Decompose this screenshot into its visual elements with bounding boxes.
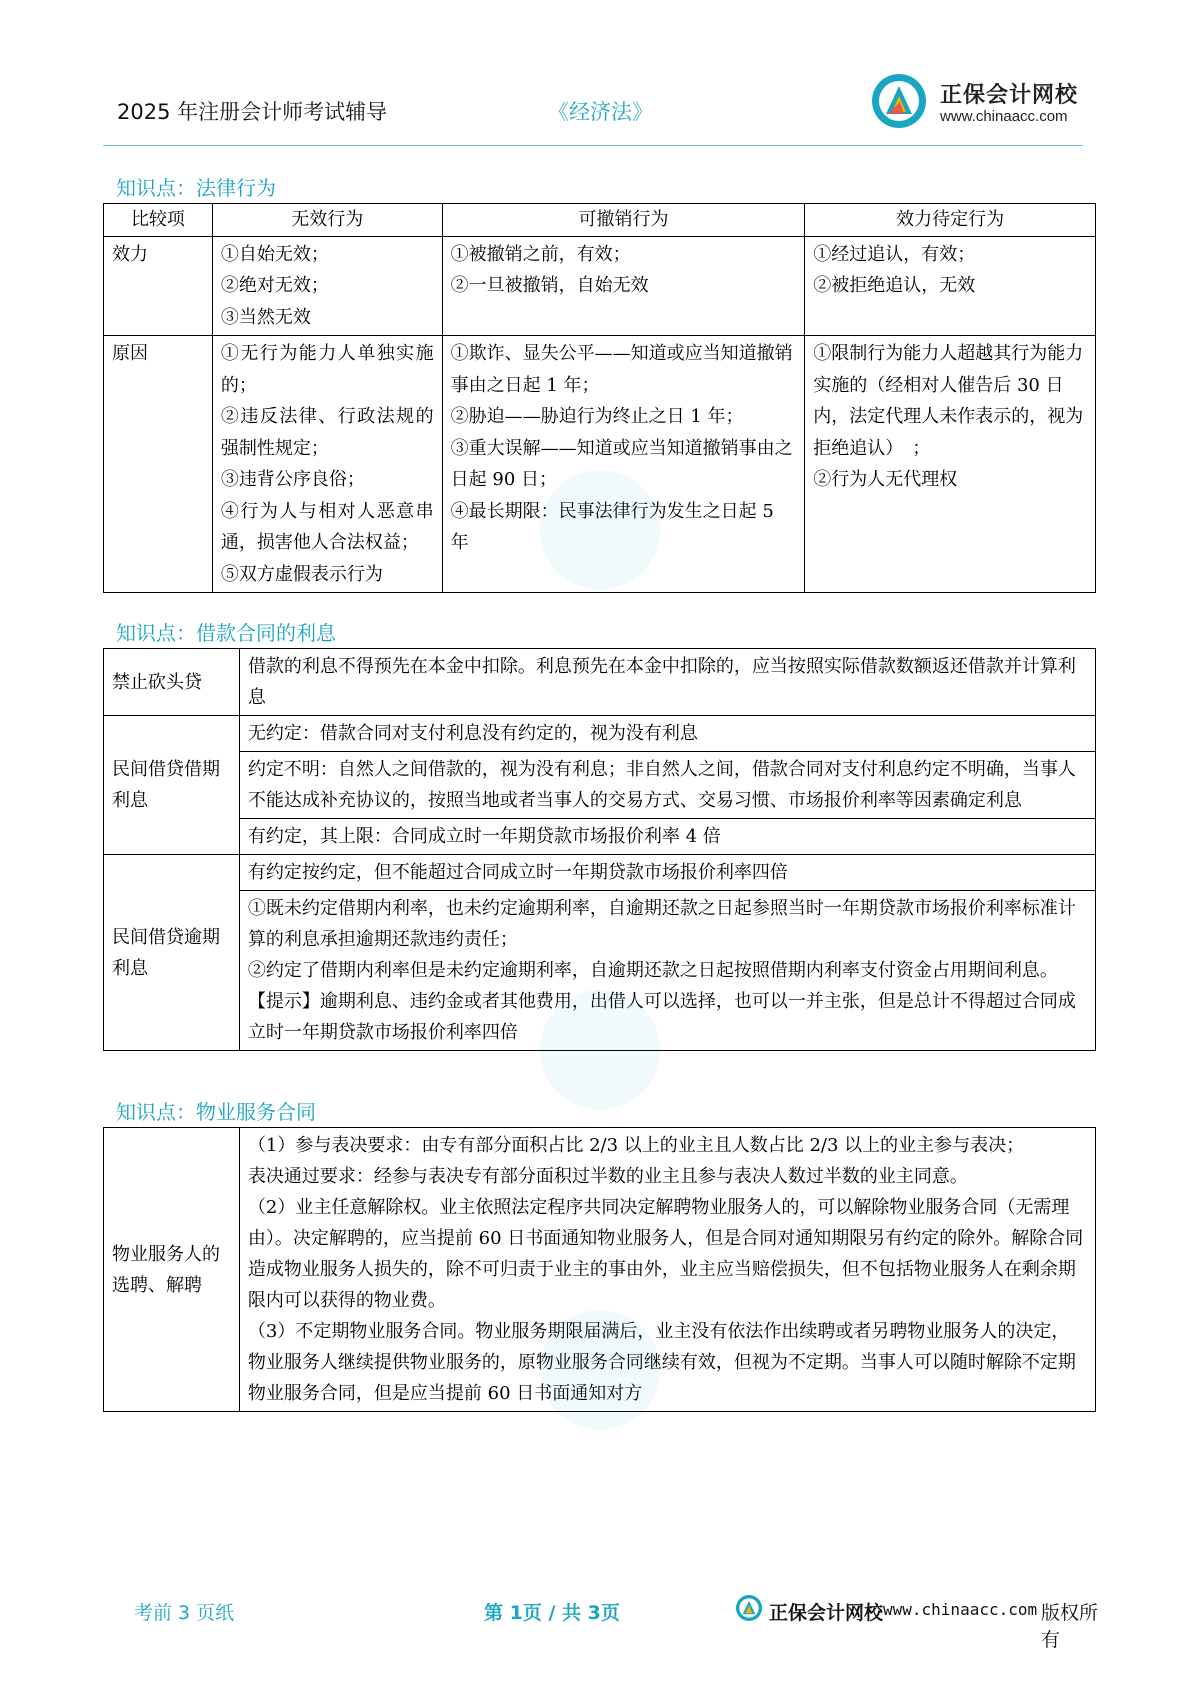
footer-copyright: 版权所有 — [1041, 1602, 1099, 1651]
logo-url: www.chinaacc.com — [940, 108, 1068, 125]
cell-line: （2）业主任意解除权。业主依照法定程序共同决定解聘物业服务人的，可以解除物业服务合同（无需理由）。决定解聘的，应当提前 60 日书面通知物业服务人，但是合同对通知期限另有约定的除外。解除合同造成物业服务人损失的，除不可归责于业主的事由外，业主应当赔偿损失，但不包括物业服务人在剩余期限内可以获得的物业费。 — [247, 1197, 1084, 1311]
table-cell — [212, 336, 442, 593]
section-title-legal-acts: 知识点：法律行为 — [116, 176, 276, 200]
logo-mark-icon — [870, 72, 928, 130]
cell-line: ③重大误解——知道或应当知道撤销事由之日起 90 日； — [450, 437, 793, 490]
table-cell: 无约定：借款合同对支付利息没有约定的，视为没有利息 — [239, 716, 1095, 752]
table-cell — [212, 236, 442, 336]
table-cell — [442, 336, 805, 593]
footer-logo-icon — [735, 1594, 763, 1622]
cell-line: ④行为人与相对人恶意串通，损害他人合法权益； — [220, 500, 434, 553]
table-cell — [239, 1128, 1095, 1412]
cell-line: ①既未约定借期内利率，也未约定逾期利率，自逾期还款之日起参照当时一年期贷款市场报价利率标准计算的利息承担逾期还款违约责任； — [247, 898, 1076, 950]
cell-line: ①自始无效； — [220, 243, 329, 265]
legal-acts-table — [103, 203, 1096, 593]
table-cell — [805, 236, 1096, 336]
cell-line: （3）不定期物业服务合同。物业服务期限届满后，业主没有依法作出续聘或者另聘物业服务人的决定，物业服务人继续提供物业服务的，原物业服务合同继续有效，但视为不定期。当事人可以随时解除不定期物业服务合同，但是应当提前 60 日书面通知对方 — [247, 1321, 1076, 1404]
cell-line: ①经过追认，有效； — [813, 243, 976, 265]
section-title-property-service: 知识点：物业服务合同 — [116, 1100, 316, 1124]
table-cell — [239, 891, 1095, 1051]
section-title-loan-interest: 知识点：借款合同的利息 — [116, 621, 336, 645]
table-cell — [805, 336, 1096, 593]
row-label: 效力 — [104, 236, 213, 336]
table-row — [104, 752, 1096, 819]
table-row — [104, 649, 1096, 716]
cell-line: ③当然无效 — [220, 306, 311, 328]
footer-left-label: 考前 3 页纸 — [134, 1602, 235, 1624]
cell-line: ②行为人无代理权 — [813, 469, 958, 490]
property-service-table — [103, 1127, 1096, 1412]
cell-line: ②一旦被撤销，自始无效 — [450, 275, 649, 296]
cell-line: 【提示】逾期利息、违约金或者其他费用，出借人可以选择，也可以一并主张，但是总计不得超过合同成立时一年期贷款市场报价利率四倍 — [247, 991, 1076, 1043]
row-label: 物业服务人的选聘、解聘 — [104, 1128, 240, 1412]
brand-logo — [870, 72, 1080, 132]
table-row — [104, 891, 1096, 1051]
doc-subject: 《经济法》 — [548, 100, 653, 124]
table-row — [104, 236, 1096, 336]
row-label: 禁止砍头贷 — [104, 649, 240, 716]
cell-line: ①欺诈、显失公平——知道或应当知道撤销事由之日起 1 年； — [450, 343, 793, 396]
table-cell: 借款的利息不得预先在本金中扣除。利息预先在本金中扣除的，应当按照实际借款数额返还借款并计算利息 — [239, 649, 1095, 716]
cell-line: 表决通过要求：经参与表决专有部分面积过半数的业主且参与表决人数过半数的业主同意。 — [247, 1166, 968, 1187]
cell-line: ⑤双方虚假表示行为 — [220, 563, 383, 585]
row-label: 民间借贷借期利息 — [104, 716, 240, 855]
cell-line: ①被撤销之前，有效； — [450, 243, 631, 265]
table-cell: 约定不明：自然人之间借款的，视为没有利息；非自然人之间，借款合同对支付利息约定不明确，当事人不能达成补充协议的，按照当地或者当事人的交易方式、交易习惯、市场报价利率等因素确定利息 — [239, 752, 1095, 819]
cell-line: ②约定了借期内利率但是未约定逾期利率，自逾期还款之日起按照借期内利率支付资金占用期间利息。 — [247, 960, 1058, 981]
cell-line: （1）参与表决要求：由专有部分面积占比 2/3 以上的业主且人数占比 2/3 以上的业主参与表决； — [247, 1135, 1025, 1156]
doc-title: 2025 年注册会计师考试辅导 — [117, 100, 388, 124]
header-cell: 可撤销行为 — [442, 204, 805, 237]
header-cell: 效力待定行为 — [805, 204, 1096, 237]
header-rule — [103, 145, 1083, 146]
cell-line: ④最长期限：民事法律行为发生之日起 5 年 — [450, 500, 774, 553]
cell-line: ②违反法律、行政法规的强制性规定； — [220, 406, 434, 459]
footer-page-number: 第 1页 / 共 3页 — [484, 1602, 620, 1624]
table-row — [104, 819, 1096, 855]
loan-interest-table — [103, 648, 1096, 1051]
table-cell: 有约定按约定，但不能超过合同成立时一年期贷款市场报价利率四倍 — [239, 855, 1095, 891]
footer-brand — [735, 1592, 1115, 1651]
header-cell: 无效行为 — [212, 204, 442, 237]
table-row — [104, 1128, 1096, 1412]
table-row — [104, 716, 1096, 752]
logo-brand-name: 正保会计网校 — [940, 83, 1079, 108]
row-label: 民间借贷逾期利息 — [104, 855, 240, 1051]
cell-line: ②胁迫——胁迫行为终止之日 1 年； — [450, 406, 744, 427]
cell-line: ②被拒绝追认，无效 — [813, 275, 976, 296]
cell-line: ①限制行为能力人超越其行为能力实施的（经相对人催告后 30 日内，法定代理人未作表示的，视为拒绝追认） ； — [813, 343, 1084, 459]
footer-url: www.chinaacc.com — [883, 1600, 1038, 1619]
header-cell: 比较项 — [104, 204, 213, 237]
table-row — [104, 336, 1096, 593]
row-label: 原因 — [104, 336, 213, 593]
table-cell: 有约定，其上限：合同成立时一年期贷款市场报价利率 4 倍 — [239, 819, 1095, 855]
cell-line: ③违背公序良俗； — [220, 469, 365, 490]
cell-line: ①无行为能力人单独实施的； — [220, 343, 434, 396]
cell-line: ②绝对无效； — [220, 275, 329, 296]
table-row — [104, 855, 1096, 891]
table-header-row — [104, 204, 1096, 237]
footer-brand-name: 正保会计网校 — [769, 1602, 884, 1624]
table-cell — [442, 236, 805, 336]
